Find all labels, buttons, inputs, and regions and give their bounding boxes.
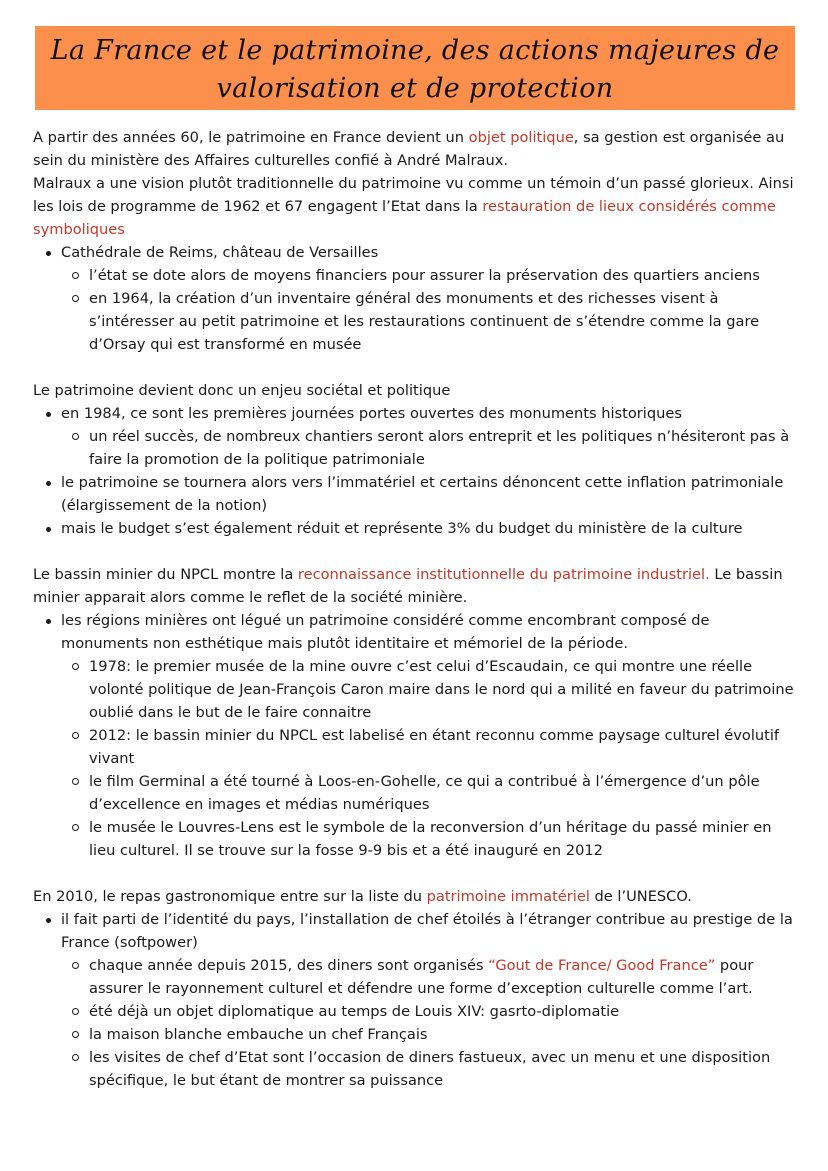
list-item: 2012: le bassin minier du NPCL est labelisé en étant reconnu comme paysage culturel évolutif vivant [61,724,798,770]
list-item: 1978: le premier musée de la mine ouvre c’est celui d’Escaudain, ce qui montre une réelle volonté politique de Jean-François Caron maire dans le nord qui a milité en faveur du patrimoine oublié dans le but de le faire connaitre [61,655,798,724]
sublist [61,655,798,862]
list-item-text: Cathédrale de Reims, château de Versailles [61,244,379,261]
section1-list [33,241,798,356]
text-run: Le bassin minier apparait alors comme le reflet de la société minière. [33,566,783,606]
list-item: été déjà un objet diplomatique au temps de Louis XIV: gasrto-diplomatie [61,1000,798,1023]
list-item-text: en 1984, ce sont les premières journées portes ouvertes des monuments historiques [61,405,682,422]
list-item: le patrimoine se tournera alors vers l’immatériel et certains dénoncent cette inflation patrimoniale (élargissement de la notion) [33,471,798,517]
list-item [33,402,798,471]
text-run: , sa gestion est organisée au sein du ministère des Affaires culturelles confié à André Malraux. [33,129,785,169]
list-item: en 1964, la création d’un inventaire général des monuments et des richesses visent à s’intéresser au petit patrimoine et les restaurations continuent de s’étendre comme la gare d’Orsay qui est transformé en musée [61,287,798,356]
list-item: l’état se dote alors de moyens financiers pour assurer la préservation des quartiers anciens [61,264,798,287]
list-item: le musée le Louvres-Lens est le symbole de la reconversion d’un héritage du passé minier en lieu culturel. Il se trouve sur la fosse 9-9 bis et a été inauguré en 2012 [61,816,798,862]
text-run: pour assurer le rayonnement culturel et défendre une forme d’exception culturelle comme l’art. [89,957,754,997]
highlight-gout-de-france: “Gout de France/ Good France” [488,957,716,974]
title-banner [35,26,795,110]
section4-intro [33,885,798,908]
list-item-text: les régions minières ont légué un patrimoine considéré comme encombrant composé de monuments non esthétique mais plutôt identitaire et mémoriel de la période. [61,612,710,652]
list-item: les visites de chef d’Etat sont l’occasion de diners fastueux, avec un menu et une disposition spécifique, le but étant de montrer sa puissance [61,1046,798,1092]
text-run: A partir des années 60, le patrimoine en France devient un [33,129,469,146]
list-item: le film Germinal a été tourné à Loos-en-Gohelle, ce qui a contribué à l’émergence d’un pôle d’excellence en images et médias numériques [61,770,798,816]
section2-list [33,402,798,540]
text-run: chaque année depuis 2015, des diners sont organisés [89,957,489,974]
text-run: Le bassin minier du NPCL montre la [33,566,298,583]
sublist [61,954,798,1092]
section3-intro [33,563,798,609]
list-item [33,609,798,862]
document-body [33,126,798,1092]
list-item: un réel succès, de nombreux chantiers seront alors entreprit et les politiques n’hésiteront pas à faire la promotion de la politique patrimoniale [61,425,798,471]
text-run: de l’UNESCO. [589,888,692,905]
highlight-patrimoine-immateriel: patrimoine immatériel [426,888,590,905]
page-title-line-2: valorisation et de protection [216,73,614,104]
list-item [61,954,798,1000]
section1-paragraph-1 [33,126,798,172]
highlight-restauration: restauration de lieux considérés comme symboliques [33,198,776,238]
text-run: En 2010, le repas gastronomique entre sur la liste du [33,888,427,905]
list-item-text: il fait parti de l’identité du pays, l’installation de chef étoilés à l’étranger contribue au prestige de la France (softpower) [61,911,793,951]
highlight-patrimoine-industriel: reconnaissance institutionnelle du patrimoine industriel. [297,566,710,583]
sublist [61,425,798,471]
section2-intro: Le patrimoine devient donc un enjeu sociétal et politique [33,382,451,399]
text-run: Malraux a une vision plutôt traditionnelle du patrimoine vu comme un témoin d’un passé glorieux. Ainsi les lois de programme de 1962 et 67 engagent l’Etat dans la [33,175,794,215]
section4-list [33,908,798,1092]
list-item [33,908,798,1092]
page-title-line-1: La France et le patrimoine, des actions majeures de [50,35,780,66]
list-item: la maison blanche embauche un chef Français [61,1023,798,1046]
sublist [61,264,798,356]
highlight-objet-politique: objet politique [468,129,574,146]
section1-paragraph-2 [33,172,798,241]
section3-list [33,609,798,862]
list-item: mais le budget s’est également réduit et représente 3% du budget du ministère de la culture [33,517,798,540]
list-item [33,241,798,356]
